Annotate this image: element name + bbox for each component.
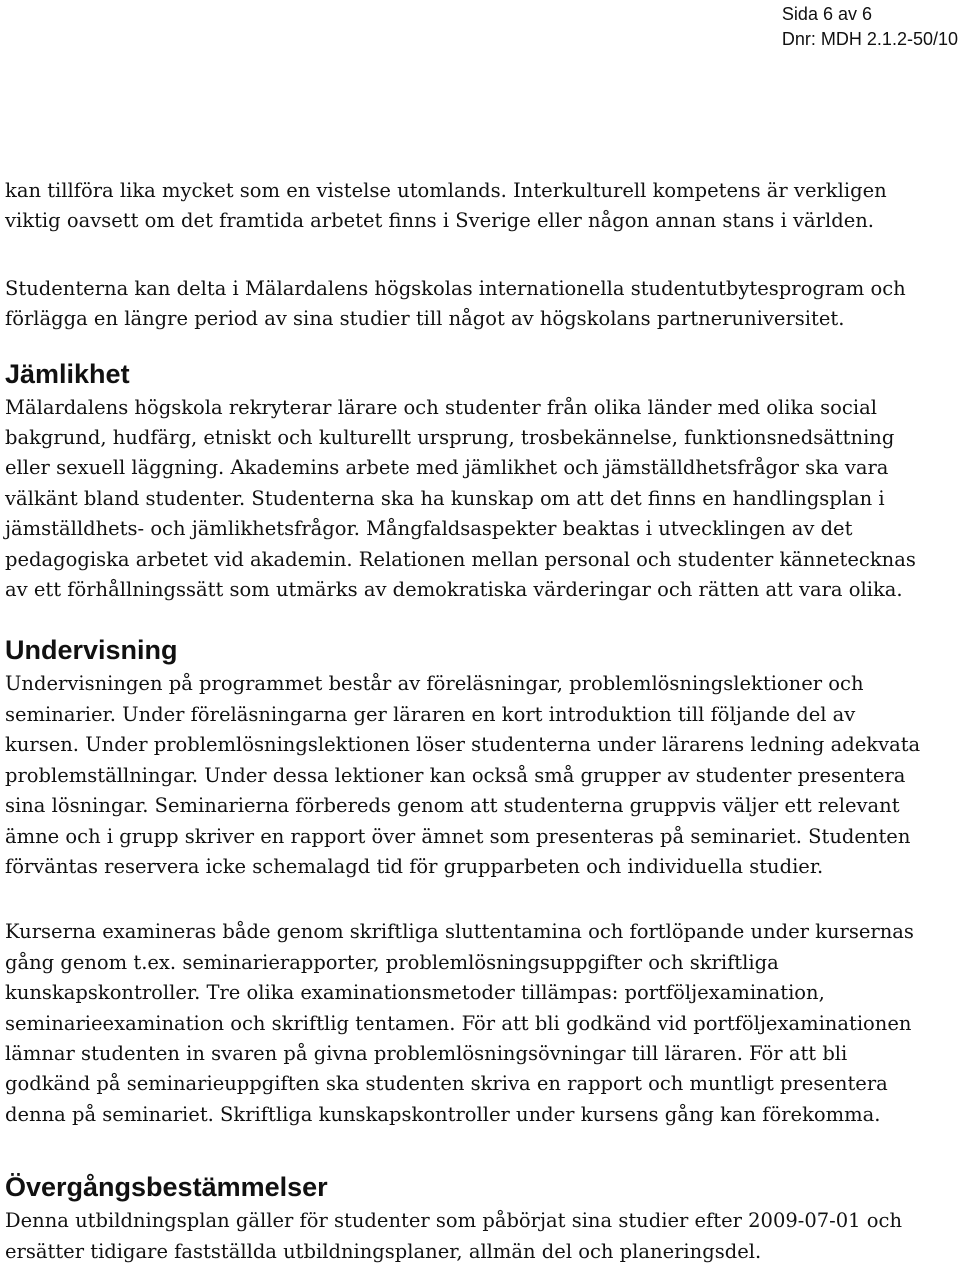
overgang-paragraph <box>5 1206 955 1267</box>
text-line: förväntas reservera icke schemalagd tid för grupparbeten och individuella studier. <box>5 854 824 878</box>
text-line: bakgrund, hudfärg, etniskt och kulturellt ursprung, trosbekännelse, funktionsnedsättning <box>5 426 895 450</box>
text-line: jämställdhets- och jämlikhetsfrågor. Mångfaldsaspekter beaktas i utvecklingen av det <box>5 517 853 541</box>
text-line: viktig oavsett om det framtida arbetet finns i Sverige eller någon annan stans i världen. <box>5 209 874 233</box>
text-line: ämne och i grupp skriver en rapport över ämnet som presenteras på seminariet. Studenten <box>5 824 911 848</box>
text-line: förlägga en längre period av sina studier till något av högskolans partneruniversitet. <box>5 307 845 331</box>
text-line: gång genom t.ex. seminarierapporter, problemlösningsuppgifter och skriftliga <box>5 950 779 974</box>
text-line: problemställningar. Under dessa lektioner kan också små grupper av studenter presentera <box>5 763 906 787</box>
section-heading-overgangsbestammelser: Övergångsbestämmelser <box>5 1172 328 1203</box>
document-body <box>5 176 955 1267</box>
text-line: Kurserna examineras både genom skriftliga sluttentamina och fortlöpande under kursernas <box>5 920 914 944</box>
text-line: lämnar studenten in svaren på givna problemlösningsövningar till läraren. För att bli <box>5 1041 848 1065</box>
undervisning-paragraph-2 <box>5 917 955 1130</box>
page-number: Sida 6 av 6 <box>781 4 872 24</box>
intro-paragraph-1 <box>5 176 955 237</box>
text-line: av ett förhållningssätt som utmärks av demokratiska värderingar och rätten att vara olika. <box>5 578 903 602</box>
intro-paragraph-2 <box>5 274 955 335</box>
text-line: sina lösningar. Seminarierna förbereds genom att studenterna gruppvis väljer ett relevant <box>5 794 900 818</box>
text-line: Denna utbildningsplan gäller för studenter som påbörjat sina studier efter 2009-07-01 och <box>5 1209 902 1233</box>
page-header <box>782 2 958 52</box>
text-line: denna på seminariet. Skriftliga kunskapskontroller under kursens gång kan förekomma. <box>5 1102 881 1126</box>
section-heading-jamlikhet: Jämlikhet <box>5 358 130 389</box>
text-line: eller sexuell läggning. Akademins arbete med jämlikhet och jämställdhetsfrågor ska vara <box>5 456 889 480</box>
text-line: kursen. Under problemlösningslektionen löser studenterna under lärarens ledning adekvata <box>5 733 921 757</box>
text-line: seminarier. Under föreläsningarna ger läraren en kort introduktion till följande del av <box>5 702 856 726</box>
jamlikhet-paragraph <box>5 393 955 606</box>
text-line: ersätter tidigare fastställda utbildningsplaner, allmän del och planeringsdel. <box>5 1239 762 1263</box>
text-line: seminarieexamination och skriftlig tentamen. För att bli godkänd vid portföljexaminationen <box>5 1011 912 1035</box>
section-heading-undervisning: Undervisning <box>5 635 178 666</box>
text-line: kunskapskontroller. Tre olika examinationsmetoder tillämpas: portföljexamination, <box>5 981 825 1005</box>
text-line: pedagogiska arbetet vid akademin. Relationen mellan personal och studenter kännetecknas <box>5 547 916 571</box>
text-line: kan tillföra lika mycket som en vistelse utomlands. Interkulturell kompetens är verkligen <box>5 179 887 202</box>
undervisning-paragraph-1 <box>5 669 955 882</box>
document-number: Dnr: MDH 2.1.2-50/10 <box>781 29 958 49</box>
text-line: välkänt bland studenter. Studenterna ska ha kunskap om att det finns en handlingsplan i <box>5 486 885 510</box>
text-line: Undervisningen på programmet består av föreläsningar, problemlösningslektioner och <box>5 672 864 696</box>
text-line: Studenterna kan delta i Mälardalens högskolas internationella studentutbytesprogram och <box>5 276 906 300</box>
text-line: godkänd på seminarieuppgiften ska studenten skriva en rapport och muntligt presentera <box>5 1072 888 1096</box>
text-line: Mälardalens högskola rekryterar lärare och studenter från olika länder med olika social <box>5 395 877 419</box>
